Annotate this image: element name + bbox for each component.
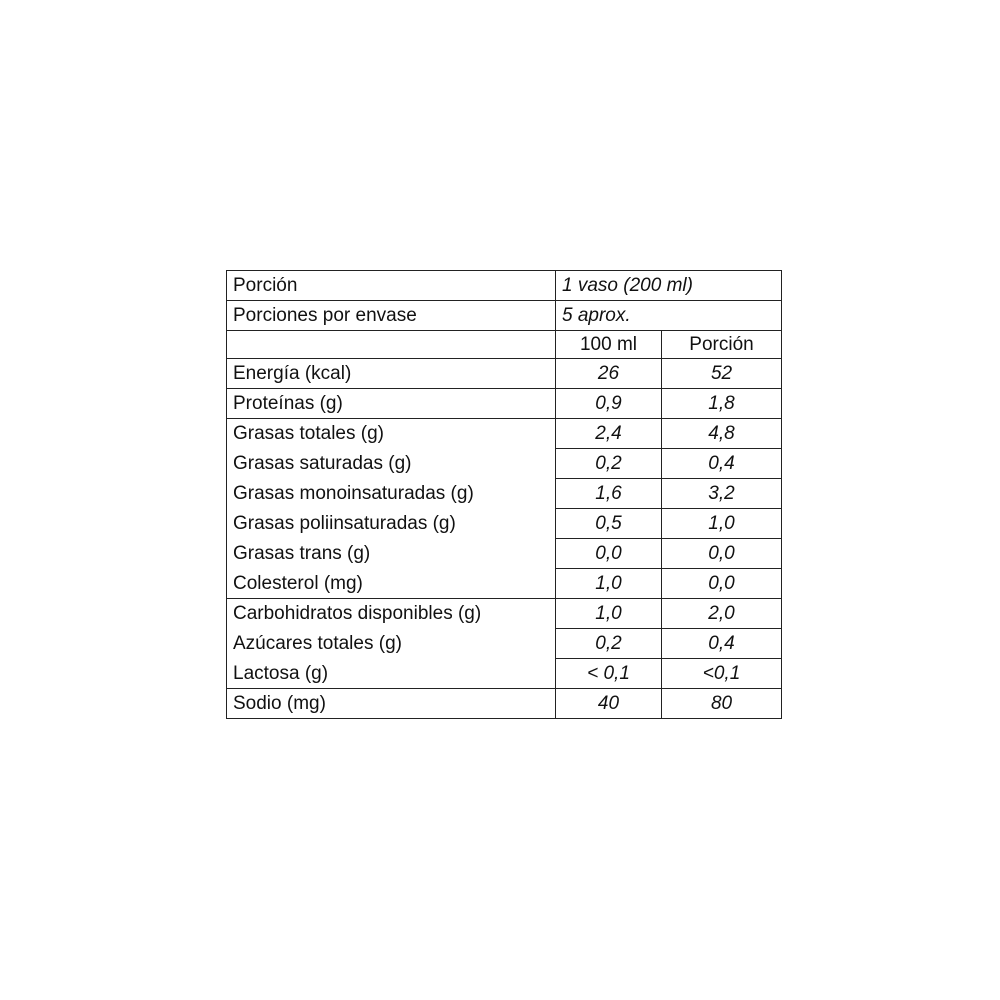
table-row: [227, 629, 782, 659]
nutrient-label: Colesterol (mg): [227, 569, 556, 599]
value-portion: 0,4: [662, 629, 782, 659]
value-100ml: 0,2: [556, 449, 662, 479]
nutrient-label: Energía (kcal): [227, 359, 556, 389]
table-row: [227, 539, 782, 569]
table-row: [227, 599, 782, 629]
column-header-blank: [227, 331, 556, 359]
value-100ml: 0,5: [556, 509, 662, 539]
value-portion: 2,0: [662, 599, 782, 629]
nutrient-label: Grasas monoinsaturadas (g): [227, 479, 556, 509]
value-100ml: 1,0: [556, 569, 662, 599]
nutrient-label: Sodio (mg): [227, 689, 556, 719]
value-portion: 0,0: [662, 569, 782, 599]
portions-per-pack-label: Porciones por envase: [227, 301, 556, 331]
value-portion: 4,8: [662, 419, 782, 449]
nutrient-label: Grasas totales (g): [227, 419, 556, 449]
portion-value: 1 vaso (200 ml): [556, 271, 782, 301]
nutrient-label: Grasas saturadas (g): [227, 449, 556, 479]
value-portion: 1,8: [662, 389, 782, 419]
column-header-portion: Porción: [662, 331, 782, 359]
value-100ml: 0,0: [556, 539, 662, 569]
value-100ml: 1,6: [556, 479, 662, 509]
value-portion: <0,1: [662, 659, 782, 689]
portion-label: Porción: [227, 271, 556, 301]
value-portion: 3,2: [662, 479, 782, 509]
nutrient-label: Azúcares totales (g): [227, 629, 556, 659]
portions-per-pack-value: 5 aprox.: [556, 301, 782, 331]
table-row: [227, 569, 782, 599]
table-row: [227, 479, 782, 509]
nutrient-label: Lactosa (g): [227, 659, 556, 689]
column-header-100ml: 100 ml: [556, 331, 662, 359]
value-portion: 80: [662, 689, 782, 719]
portion-row: [227, 271, 782, 301]
value-100ml: 0,9: [556, 389, 662, 419]
table-row: [227, 509, 782, 539]
portions-per-pack-row: [227, 301, 782, 331]
value-portion: 0,4: [662, 449, 782, 479]
nutrient-label: Carbohidratos disponibles (g): [227, 599, 556, 629]
value-100ml: 40: [556, 689, 662, 719]
table-row: [227, 359, 782, 389]
nutrient-label: Proteínas (g): [227, 389, 556, 419]
value-100ml: < 0,1: [556, 659, 662, 689]
table-row: [227, 449, 782, 479]
value-100ml: 2,4: [556, 419, 662, 449]
value-100ml: 1,0: [556, 599, 662, 629]
nutrient-label: Grasas trans (g): [227, 539, 556, 569]
value-portion: 0,0: [662, 539, 782, 569]
value-100ml: 26: [556, 359, 662, 389]
table-row: [227, 659, 782, 689]
value-100ml: 0,2: [556, 629, 662, 659]
value-portion: 52: [662, 359, 782, 389]
table-row: [227, 389, 782, 419]
table-row: [227, 689, 782, 719]
value-portion: 1,0: [662, 509, 782, 539]
table-row: [227, 419, 782, 449]
nutrition-facts-table: [226, 270, 782, 719]
nutrient-label: Grasas poliinsaturadas (g): [227, 509, 556, 539]
column-header-row: [227, 331, 782, 359]
